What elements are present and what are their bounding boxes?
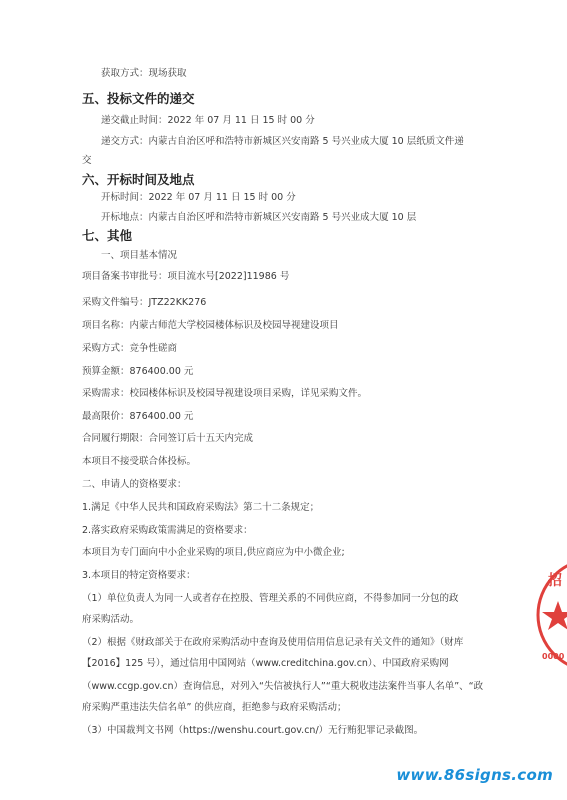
- text-line: 【2016】125 号），通过信用中国网站（www.creditchina.gov.cn）、中国政府采购网: [82, 658, 449, 669]
- text-line: 2.落实政府采购政策需满足的资格要求：: [82, 525, 253, 536]
- text-line: 获取方式：现场获取: [101, 68, 187, 79]
- text-line: 递交方式：内蒙古自治区呼和浩特市新城区兴安南路 5 号兴业成大厦 10 层纸质文件递: [101, 136, 464, 147]
- text-line: 一、项目基本情况: [101, 250, 178, 261]
- text-line: 本项目不接受联合体投标。: [82, 456, 197, 467]
- star-icon: [542, 601, 567, 630]
- seal-number: 0000: [542, 652, 565, 661]
- text-line: （www.ccgp.gov.cn）查询信息，对列入“失信被执行人”“重大税收违法案件当事人名单”、“政: [82, 681, 484, 692]
- text-line: 最高限价：876400.00 元: [82, 411, 194, 422]
- text-line: 府采购严重违法失信名单” 的供应商，拒绝参与政府采购活动；: [82, 702, 347, 713]
- text-line: （1）单位负责人为同一人或者存在控股、管理关系的不同供应商，不得参加同一分包的政: [82, 593, 459, 604]
- text-line: 采购文件编号：JTZ22KK276: [82, 297, 207, 308]
- text-line: 交: [82, 155, 92, 166]
- section-heading-5: 五、投标文件的递交: [82, 91, 195, 106]
- text-line: 开标地点：内蒙古自治区呼和浩特市新城区兴安南路 5 号兴业成大厦 10 层: [101, 212, 417, 223]
- text-line: 预算金额：876400.00 元: [82, 366, 194, 377]
- text-line: 采购方式：竞争性磋商: [82, 343, 178, 354]
- text-line: 项目名称：内蒙古师范大学校园楼体标识及校园导视建设项目: [82, 320, 339, 331]
- text-line: 开标时间：2022 年 07 月 11 日 15 时 00 分: [101, 192, 296, 203]
- text-line: （3）中国裁判文书网（https://wenshu.court.gov.cn/）无行贿犯罪记录截图。: [82, 725, 424, 736]
- text-line: 府采购活动。: [82, 614, 140, 625]
- text-line: 本项目为专门面向中小企业采购的项目,供应商应为中小微企业;: [82, 547, 345, 558]
- text-line: 合同履行期限：合同签订后十五天内完成: [82, 433, 254, 444]
- text-line: 1.满足《中华人民共和国政府采购法》第二十二条规定；: [82, 502, 320, 513]
- red-seal-stamp: [532, 555, 567, 675]
- text-line: （2）根据《财政部关于在政府采购活动中查询及使用信用信息记录有关文件的通知》（财库: [82, 637, 464, 648]
- text-line: 递交截止时间：2022 年 07 月 11 日 15 时 00 分: [101, 115, 315, 126]
- section-heading-6: 六、开标时间及地点: [82, 172, 195, 187]
- text-line: 采购需求：校园楼体标识及校园导视建设项目采购，详见采购文件。: [82, 388, 368, 399]
- text-line: 项目备案书审批号：项目流水号[2022]11986 号: [82, 271, 290, 282]
- text-line: 3.本项目的特定资格要求：: [82, 570, 196, 581]
- watermark: www.86signs.com: [396, 766, 553, 784]
- seal-text: 招: [548, 573, 562, 589]
- text-line: 二、申请人的资格要求：: [82, 479, 187, 490]
- section-heading-7: 七、其他: [82, 228, 133, 243]
